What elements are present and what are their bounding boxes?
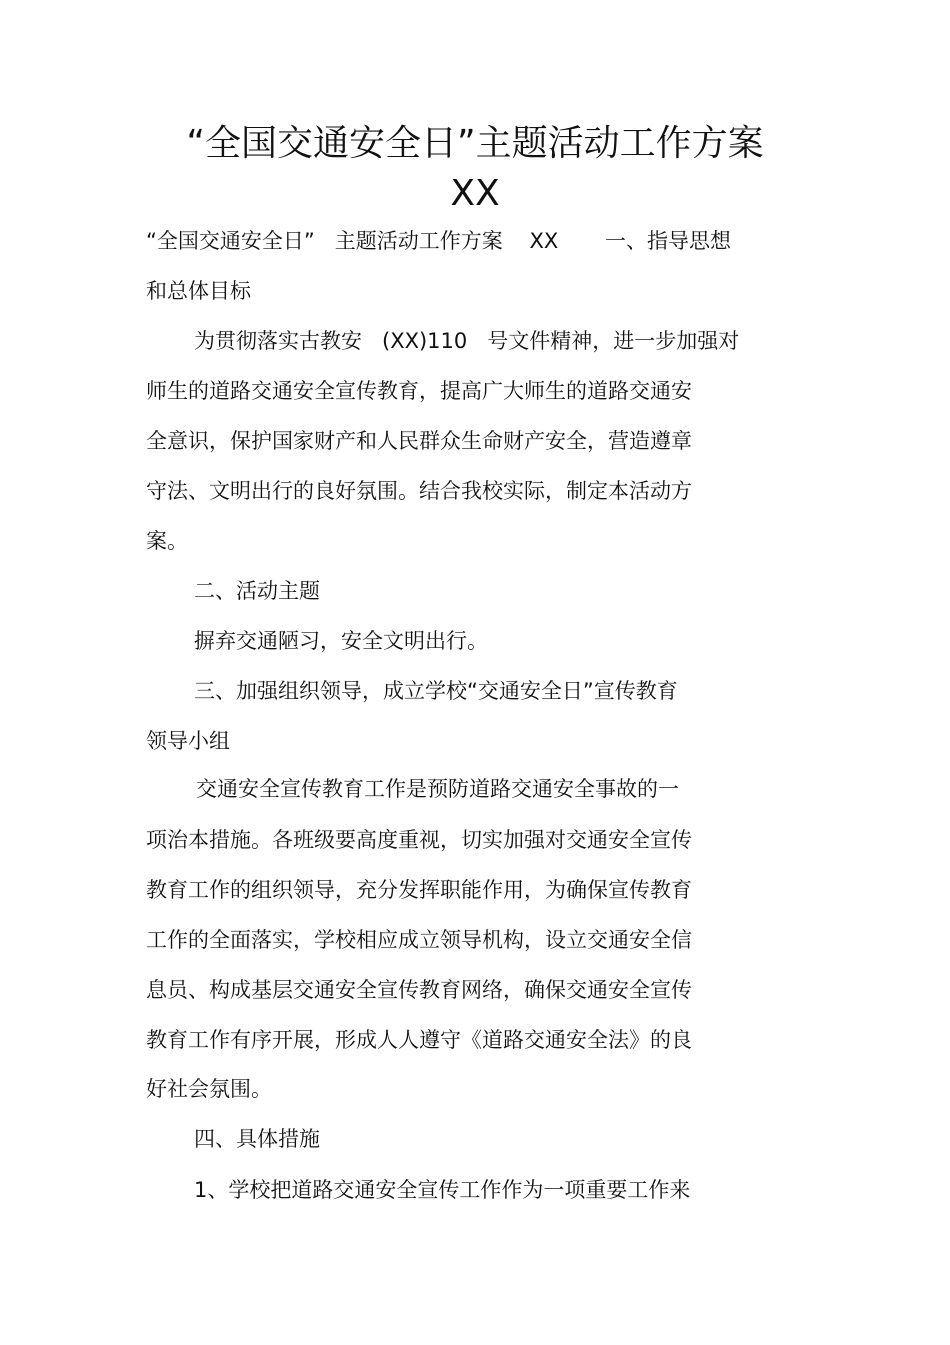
section-heading: 四、具体措施 [194,1127,320,1151]
body-line: 全意识，保护国家财产和人民群众生命财产安全，营造遵章 [146,429,692,453]
document-title: “全国交通安全日”主题活动工作方案 [186,123,764,164]
body-line: 摒弃交通陋习，安全文明出行。 [194,629,488,653]
body-line: 项治本措施。各班级要高度重视，切实加强对交通安全宣传 [146,828,692,852]
body-line: 案。 [146,529,188,553]
body-line: 教育工作有序开展，形成人人遵守《道路交通安全法》的良 [146,1028,692,1052]
body-line: 交通安全宣传教育工作是预防道路交通安全事故的一 [196,777,679,801]
body-line: “全国交通安全日” 主题活动工作方案 XX 一、指导思想 [146,229,731,253]
section-heading: 领导小组 [146,729,230,753]
body-line: 为贯彻落实古教安 (XX)110 号文件精神，进一步加强对 [194,329,740,353]
body-line: 师生的道路交通安全宣传教育，提高广大师生的道路交通安 [146,379,692,403]
body-line: 守法、文明出行的良好氛围。结合我校实际，制定本活动方 [146,479,692,503]
body-line: 1、学校把道路交通安全宣传工作作为一项重要工作来 [194,1178,691,1202]
document-title-suffix: XX [450,173,500,214]
section-heading: 二、活动主题 [194,579,320,603]
body-line: 和总体目标 [146,279,251,303]
body-line: 教育工作的组织领导，充分发挥职能作用，为确保宣传教育 [146,878,692,902]
body-line: 息员、构成基层交通安全宣传教育网络，确保交通安全宣传 [146,978,692,1002]
body-line: 好社会氛围。 [146,1077,272,1101]
body-line: 工作的全面落实，学校相应成立领导机构，设立交通安全信 [146,928,692,952]
section-heading: 三、加强组织领导，成立学校“交通安全日”宣传教育 [194,679,678,703]
